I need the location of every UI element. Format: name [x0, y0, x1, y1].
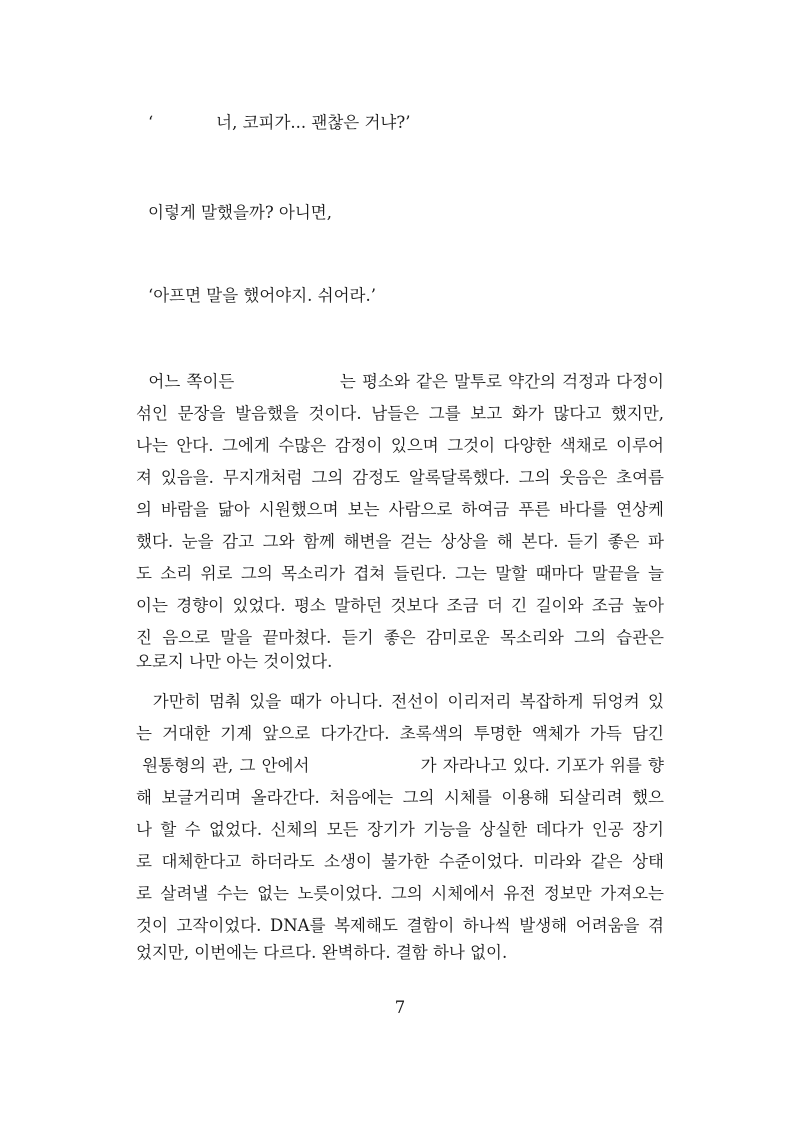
- dialogue-line: 이렇게 말했을까? 아니면,: [148, 203, 332, 222]
- paragraph-line: 는 거대한 기계 앞으로 다가간다. 초록색의 투명한 액체가 가득 담긴: [136, 724, 664, 743]
- paragraph-line: 나 할 수 없었다. 신체의 모든 장기가 기능을 상실한 데다가 인공 장기: [136, 820, 664, 839]
- paragraph-line: 것이 고작이었다. DNA를 복제해도 결함이 하나씩 발생해 어려움을 겪: [136, 916, 664, 935]
- dialogue-line: ‘ 너, 코피가... 괜찮은 거냐?’: [148, 113, 411, 132]
- page-number: 7: [394, 998, 406, 1017]
- paragraph-line: 로 살려낼 수는 없는 노릇이었다. 그의 시체에서 유전 정보만 가져오는: [136, 884, 664, 903]
- dialogue-line: ‘아프면 말을 했어야지. 쉬어라.’: [148, 286, 376, 305]
- paragraph-line: 진 음으로 말을 끝마쳤다. 듣기 좋은 감미로운 목소리와 그의 습관은: [136, 628, 664, 647]
- paragraph-line: 의 바람을 닮아 시원했으며 보는 사람으로 하여금 푸른 바다를 연상케: [136, 500, 664, 519]
- paragraph-line: 가만히 멈춰 있을 때가 아니다. 전선이 이리저리 복잡하게 뒤엉켜 있: [136, 692, 664, 711]
- paragraph-line: 원통형의 관, 그 안에서 가 자라나고 있다. 기포가 위를 향: [136, 756, 664, 775]
- paragraph-line: 나는 안다. 그에게 수많은 감정이 있으며 그것이 다양한 색채로 이루어: [136, 436, 664, 455]
- paragraph-line: 어느 쪽이든 는 평소와 같은 말투로 약간의 걱정과 다정이: [136, 372, 664, 391]
- paragraph-line: 도 소리 위로 그의 목소리가 겹쳐 들린다. 그는 말할 때마다 말끝을 늘: [136, 564, 664, 583]
- paragraph-line: 했다. 눈을 감고 그와 함께 해변을 걷는 상상을 해 본다. 듣기 좋은 파: [136, 532, 664, 551]
- paragraph-line: 해 보글거리며 올라간다. 처음에는 그의 시체를 이용해 되살리려 했으: [136, 788, 664, 807]
- paragraph-line: 었지만, 이번에는 다르다. 완벽하다. 결함 하나 없이.: [136, 943, 508, 962]
- paragraph-line: 져 있음을. 무지개처럼 그의 감정도 알록달록했다. 그의 웃음은 초여름: [136, 468, 664, 487]
- paragraph-line: 로 대체한다고 하더라도 소생이 불가한 수준이었다. 미라와 같은 상태: [136, 852, 664, 871]
- paragraph-line: 섞인 문장을 발음했을 것이다. 남들은 그를 보고 화가 많다고 했지만,: [136, 404, 664, 423]
- paragraph-line: 이는 경향이 있었다. 평소 말하던 것보다 조금 더 긴 길이와 조금 높아: [136, 596, 664, 615]
- paragraph-line: 오로지 나만 아는 것이었다.: [136, 652, 333, 671]
